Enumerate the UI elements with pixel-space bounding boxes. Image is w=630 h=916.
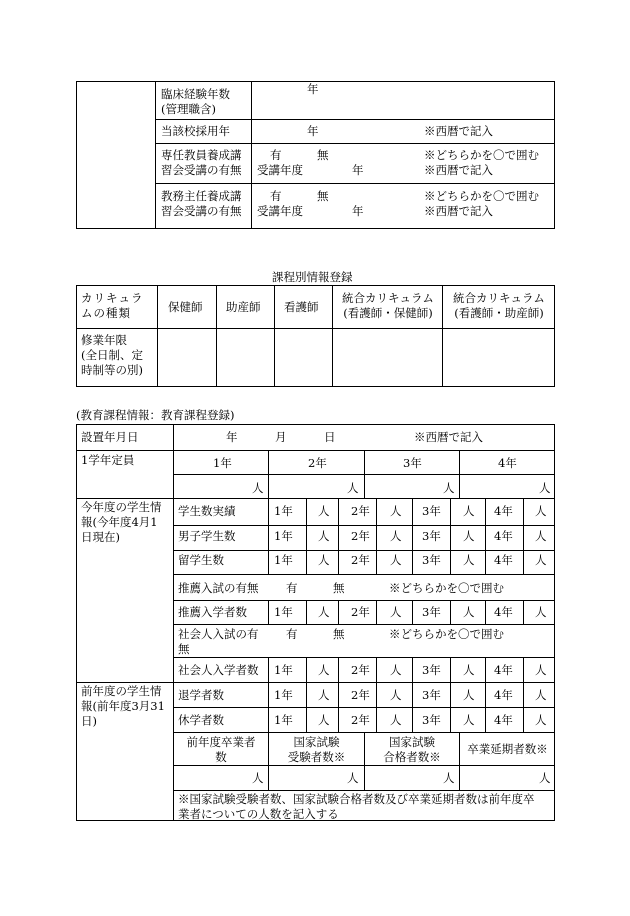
clinical-years-label: 臨床経験年数 (管理職含) bbox=[161, 87, 230, 116]
student-count-grade-4: 4年 bbox=[494, 504, 513, 518]
recommend-admit-unit-2: 人 bbox=[390, 605, 402, 619]
recommend-admit-label: 推薦入学者数 bbox=[178, 605, 247, 619]
leave-grade-2: 2年 bbox=[351, 713, 370, 727]
teacher-western-note: ※西暦で記入 bbox=[424, 163, 493, 177]
adult-admit-grade-3: 3年 bbox=[422, 663, 441, 677]
leave-grade-3: 3年 bbox=[422, 713, 441, 727]
recommend-admit-grade-3: 3年 bbox=[422, 605, 441, 619]
withdrawal-grade-4: 4年 bbox=[494, 688, 513, 702]
capacity-unit-1: 人 bbox=[252, 481, 264, 495]
leave-label: 休学者数 bbox=[178, 713, 224, 727]
male-student-count-unit-4: 人 bbox=[535, 529, 547, 543]
teacher-training-no: 無 bbox=[317, 148, 329, 162]
leave-unit-4: 人 bbox=[535, 713, 547, 727]
capacity-unit-3: 人 bbox=[443, 481, 455, 495]
student-count-unit-3: 人 bbox=[463, 504, 475, 518]
capacity-grade-1: 1年 bbox=[213, 456, 232, 470]
recommend-admit-unit-3: 人 bbox=[463, 605, 475, 619]
withdrawal-label: 退学者数 bbox=[178, 688, 224, 702]
adult-exam-note: ※どちらかを〇で囲む bbox=[389, 627, 504, 641]
student-count-unit-4: 人 bbox=[535, 504, 547, 518]
chief-training-yes: 有 bbox=[270, 189, 282, 203]
teacher-attend-year-unit: 年 bbox=[352, 163, 364, 177]
intl-student-count-grade-1: 1年 bbox=[274, 553, 293, 567]
recommend-admit-grade-2: 2年 bbox=[351, 605, 370, 619]
male-student-count-unit-2: 人 bbox=[390, 529, 402, 543]
intl-student-count-grade-4: 4年 bbox=[494, 553, 513, 567]
male-student-count-grade-2: 2年 bbox=[351, 529, 370, 543]
grad-unit-1: 人 bbox=[252, 771, 264, 785]
leave-grade-4: 4年 bbox=[494, 713, 513, 727]
capacity-label: 1学年定員 bbox=[81, 453, 135, 467]
establishment-note: ※西暦で記入 bbox=[414, 430, 483, 444]
leave-unit-2: 人 bbox=[390, 713, 402, 727]
intl-student-count-label: 留学生数 bbox=[178, 553, 224, 567]
student-count-grade-1: 1年 bbox=[274, 504, 293, 518]
adult-admit-label: 社会人入学者数 bbox=[178, 663, 259, 677]
course-header-integrated-phn: 統合カリキュラム (看護師・保健師) bbox=[342, 291, 434, 320]
chief-training-circle-note: ※どちらかを〇で囲む bbox=[424, 189, 539, 203]
recommend-admit-grade-4: 4年 bbox=[494, 605, 513, 619]
recommend-exam-yes: 有 bbox=[286, 581, 298, 595]
recommend-admit-unit-1: 人 bbox=[318, 605, 330, 619]
intl-student-count-grade-3: 3年 bbox=[422, 553, 441, 567]
chief-training-label: 教務主任養成講 習会受講の有無 bbox=[161, 189, 242, 218]
leave-unit-3: 人 bbox=[463, 713, 475, 727]
withdrawal-grade-2: 2年 bbox=[351, 688, 370, 702]
hire-year-label: 当該校採用年 bbox=[161, 124, 230, 138]
recommend-admit-grade-1: 1年 bbox=[274, 605, 293, 619]
withdrawal-grade-1: 1年 bbox=[274, 688, 293, 702]
course-header-public-health-nurse: 保健師 bbox=[168, 300, 203, 314]
student-count-unit-2: 人 bbox=[390, 504, 402, 518]
course-study-years-label: 修業年限 (全日制、定 時制等の別) bbox=[81, 333, 143, 377]
education-table bbox=[76, 424, 555, 821]
clinical-year-unit: 年 bbox=[307, 82, 319, 96]
chief-western-note: ※西暦で記入 bbox=[424, 204, 493, 218]
male-student-count-label: 男子学生数 bbox=[178, 529, 236, 543]
student-count-label: 学生数実績 bbox=[178, 504, 236, 518]
recommend-exam-no: 無 bbox=[333, 581, 345, 595]
establishment-month-unit: 月 bbox=[275, 430, 287, 444]
intl-student-count-grade-2: 2年 bbox=[351, 553, 370, 567]
withdrawal-unit-2: 人 bbox=[390, 688, 402, 702]
grad-unit-3: 人 bbox=[443, 771, 455, 785]
grad-header-postponed: 卒業延期者数※ bbox=[467, 742, 548, 756]
grad-header-exam-takers: 国家試験 受験者数※ bbox=[287, 735, 346, 764]
adult-admit-unit-2: 人 bbox=[390, 663, 402, 677]
course-table bbox=[76, 285, 555, 387]
capacity-grade-2: 2年 bbox=[308, 456, 327, 470]
withdrawal-unit-4: 人 bbox=[535, 688, 547, 702]
leave-grade-1: 1年 bbox=[274, 713, 293, 727]
chief-attend-year-label: 受講年度 bbox=[257, 204, 303, 218]
intl-student-count-unit-1: 人 bbox=[318, 553, 330, 567]
course-header-integrated-midwife: 統合カリキュラム (看護師・助産師) bbox=[453, 291, 545, 320]
adult-admit-grade-1: 1年 bbox=[274, 663, 293, 677]
chief-training-no: 無 bbox=[317, 189, 329, 203]
adult-admit-unit-4: 人 bbox=[535, 663, 547, 677]
establishment-date-label: 設置年月日 bbox=[81, 430, 139, 444]
recommend-exam-note: ※どちらかを〇で囲む bbox=[389, 581, 504, 595]
recommend-admit-unit-4: 人 bbox=[535, 605, 547, 619]
capacity-unit-4: 人 bbox=[539, 481, 551, 495]
male-student-count-unit-3: 人 bbox=[463, 529, 475, 543]
capacity-unit-2: 人 bbox=[347, 481, 359, 495]
student-count-unit-1: 人 bbox=[318, 504, 330, 518]
capacity-grade-4: 4年 bbox=[498, 456, 517, 470]
course-header-nurse: 看護師 bbox=[284, 300, 319, 314]
current-year-label: 今年度の学生情 報(今年度4月1 日現在) bbox=[81, 500, 162, 544]
recommend-exam-label: 推薦入試の有無 bbox=[178, 581, 259, 595]
male-student-count-grade-1: 1年 bbox=[274, 529, 293, 543]
adult-exam-label: 社会人入試の有 無 bbox=[178, 627, 259, 656]
male-student-count-grade-3: 3年 bbox=[422, 529, 441, 543]
adult-admit-unit-1: 人 bbox=[318, 663, 330, 677]
student-count-grade-2: 2年 bbox=[351, 504, 370, 518]
graduate-footnote: ※国家試験受験者数、国家試験合格者数及び卒業延期者数は前年度卒 業者についての人数を記入する bbox=[178, 792, 535, 821]
grad-header-exam-passers: 国家試験 合格者数※ bbox=[383, 735, 441, 764]
adult-admit-unit-3: 人 bbox=[463, 663, 475, 677]
education-section-title: (教育課程情報：教育課程登録) bbox=[76, 408, 235, 422]
grad-unit-2: 人 bbox=[347, 771, 359, 785]
establishment-day-unit: 日 bbox=[324, 430, 336, 444]
top-table bbox=[76, 81, 555, 229]
adult-exam-yes: 有 bbox=[286, 627, 298, 641]
hire-year-note: ※西暦で記入 bbox=[424, 124, 493, 138]
adult-exam-no: 無 bbox=[333, 627, 345, 641]
withdrawal-unit-3: 人 bbox=[463, 688, 475, 702]
male-student-count-grade-4: 4年 bbox=[494, 529, 513, 543]
hire-year-unit: 年 bbox=[307, 124, 319, 138]
teacher-attend-year-label: 受講年度 bbox=[257, 163, 303, 177]
establishment-year-unit: 年 bbox=[226, 430, 238, 444]
intl-student-count-unit-4: 人 bbox=[535, 553, 547, 567]
withdrawal-grade-3: 3年 bbox=[422, 688, 441, 702]
previous-year-label: 前年度の学生情 報(前年度3月31 日) bbox=[81, 684, 165, 728]
teacher-training-label: 専任教員養成講 習会受講の有無 bbox=[161, 148, 242, 177]
capacity-grade-3: 3年 bbox=[403, 456, 422, 470]
adult-admit-grade-2: 2年 bbox=[351, 663, 370, 677]
intl-student-count-unit-3: 人 bbox=[463, 553, 475, 567]
course-header-midwife: 助産師 bbox=[226, 300, 261, 314]
withdrawal-unit-1: 人 bbox=[318, 688, 330, 702]
teacher-training-yes: 有 bbox=[270, 148, 282, 162]
chief-attend-year-unit: 年 bbox=[352, 204, 364, 218]
student-count-grade-3: 3年 bbox=[422, 504, 441, 518]
course-section-title: 課程別情報登録 bbox=[272, 270, 353, 284]
adult-admit-grade-4: 4年 bbox=[494, 663, 513, 677]
teacher-training-circle-note: ※どちらかを〇で囲む bbox=[424, 148, 539, 162]
grad-header-graduates: 前年度卒業者 数 bbox=[186, 735, 256, 764]
leave-unit-1: 人 bbox=[318, 713, 330, 727]
grad-unit-4: 人 bbox=[539, 771, 551, 785]
male-student-count-unit-1: 人 bbox=[318, 529, 330, 543]
intl-student-count-unit-2: 人 bbox=[390, 553, 402, 567]
course-header-curriculum-type: カリキュラ ムの種類 bbox=[81, 291, 144, 320]
